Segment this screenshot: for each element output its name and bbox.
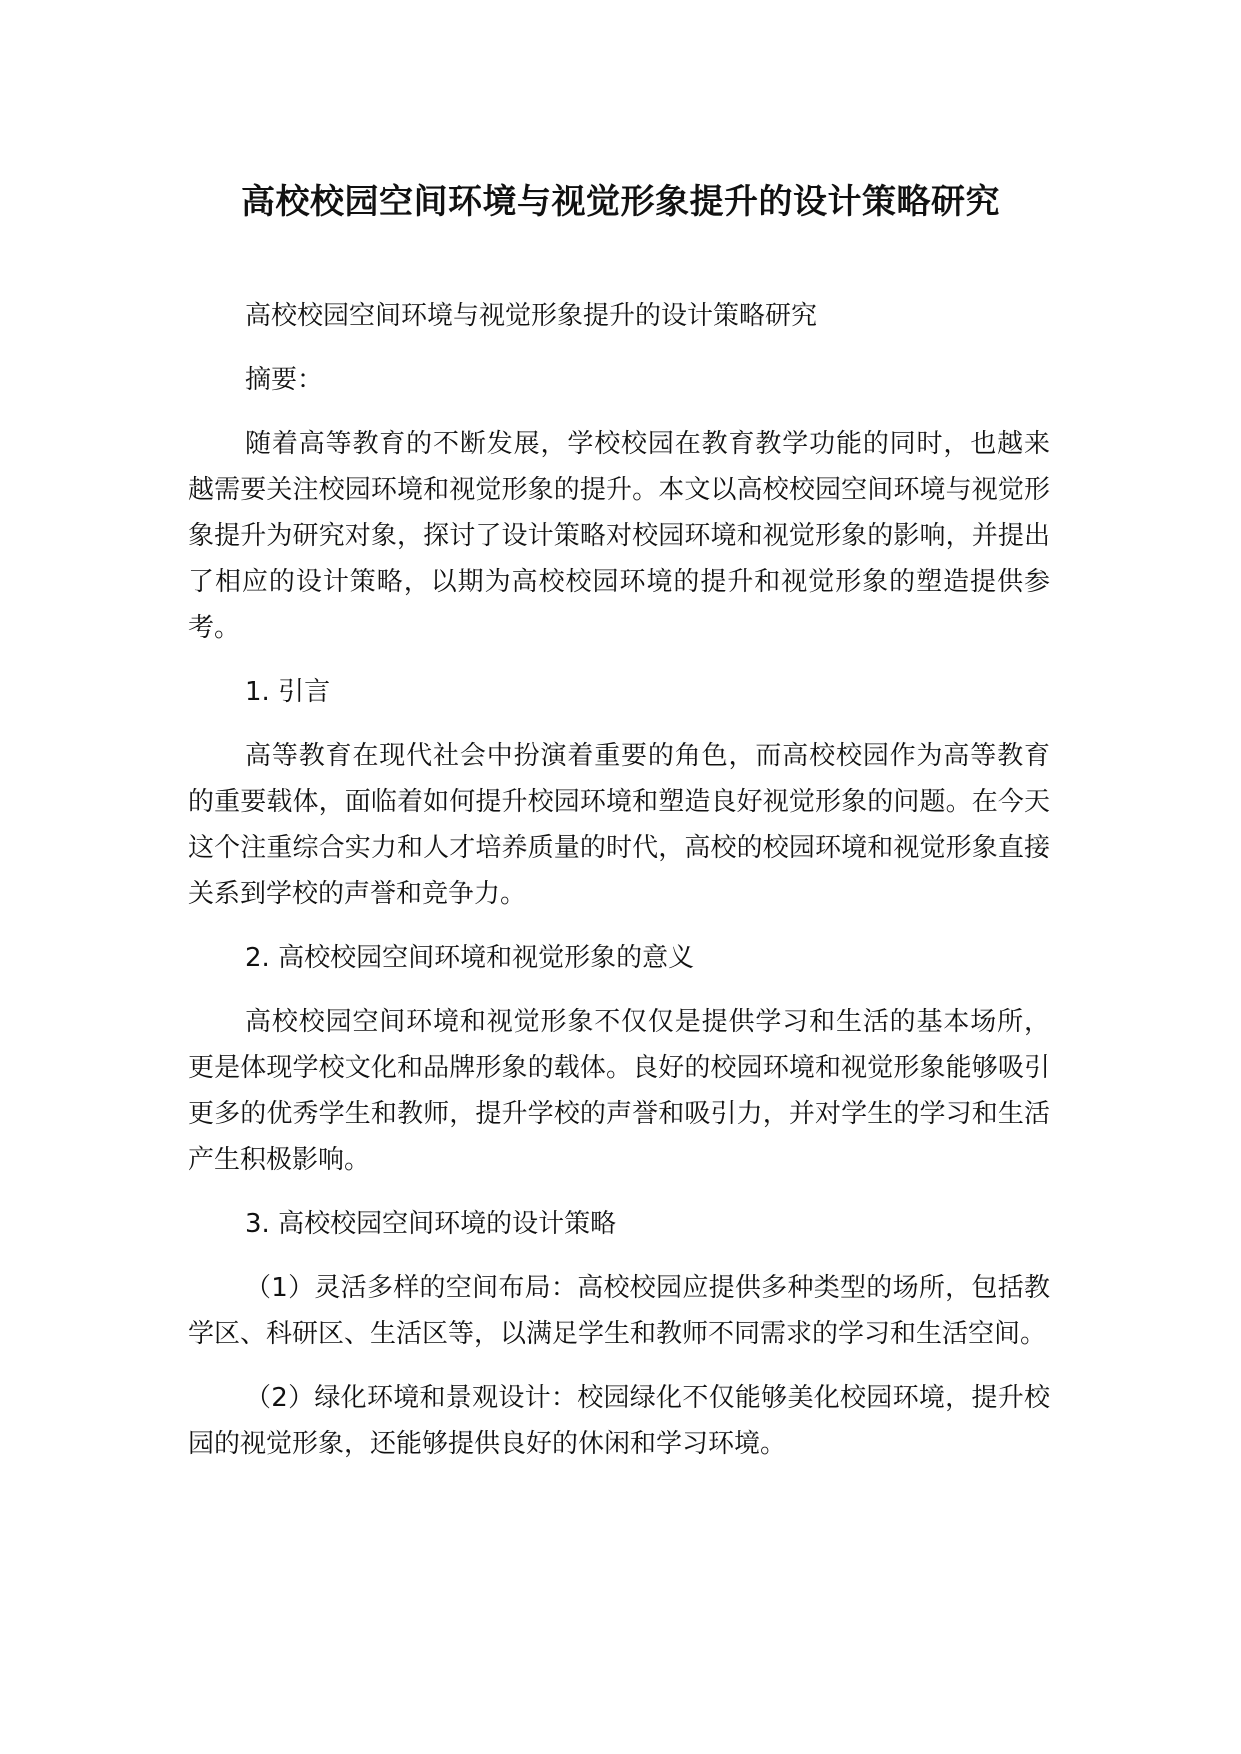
section-heading-significance: 2. 高校校园空间环境和视觉形象的意义	[245, 943, 695, 973]
paragraph-significance: 高校校园空间环境和视觉形象不仅仅是提供学习和生活的基本场所，更是体现学校文化和品牌形象的载体。良好的校园环境和视觉形象能够吸引更多的优秀学生和教师，提升学校的声誉和吸引力，并对学生的学习和生活产生积极影响。	[188, 1007, 1050, 1175]
paragraph-abstract-label: 摘要：	[245, 365, 324, 395]
paragraph-abstract: 随着高等教育的不断发展，学校校园在教育教学功能的同时，也越来越需要关注校园环境和视觉形象的提升。本文以高校校园空间环境与视觉形象提升为研究对象，探讨了设计策略对校园环境和视觉形象的影响，并提出了相应的设计策略，以期为高校校园环境的提升和视觉形象的塑造提供参考。	[188, 429, 1050, 643]
paragraph-introduction: 高等教育在现代社会中扮演着重要的角色，而高校校园作为高等教育的重要载体，面临着如何提升校园环境和塑造良好视觉形象的问题。在今天这个注重综合实力和人才培养质量的时代，高校的校园环境和视觉形象直接关系到学校的声誉和竞争力。	[188, 741, 1050, 909]
section-heading-design-strategy: 3. 高校校园空间环境的设计策略	[245, 1209, 617, 1239]
paragraph-subtitle: 高校校园空间环境与视觉形象提升的设计策略研究	[245, 301, 818, 331]
document-body	[188, 293, 1050, 1485]
document-title: 高校校园空间环境与视觉形象提升的设计策略研究	[241, 182, 1000, 222]
section-heading-introduction: 1. 引言	[245, 677, 331, 707]
paragraph-strategy-1: （1）灵活多样的空间布局：高校校园应提供多种类型的场所，包括教学区、科研区、生活区等，以满足学生和教师不同需求的学习和生活空间。	[188, 1273, 1050, 1349]
paragraph-strategy-2: （2）绿化环境和景观设计：校园绿化不仅能够美化校园环境，提升校园的视觉形象，还能够提供良好的休闲和学习环境。	[188, 1383, 1050, 1459]
